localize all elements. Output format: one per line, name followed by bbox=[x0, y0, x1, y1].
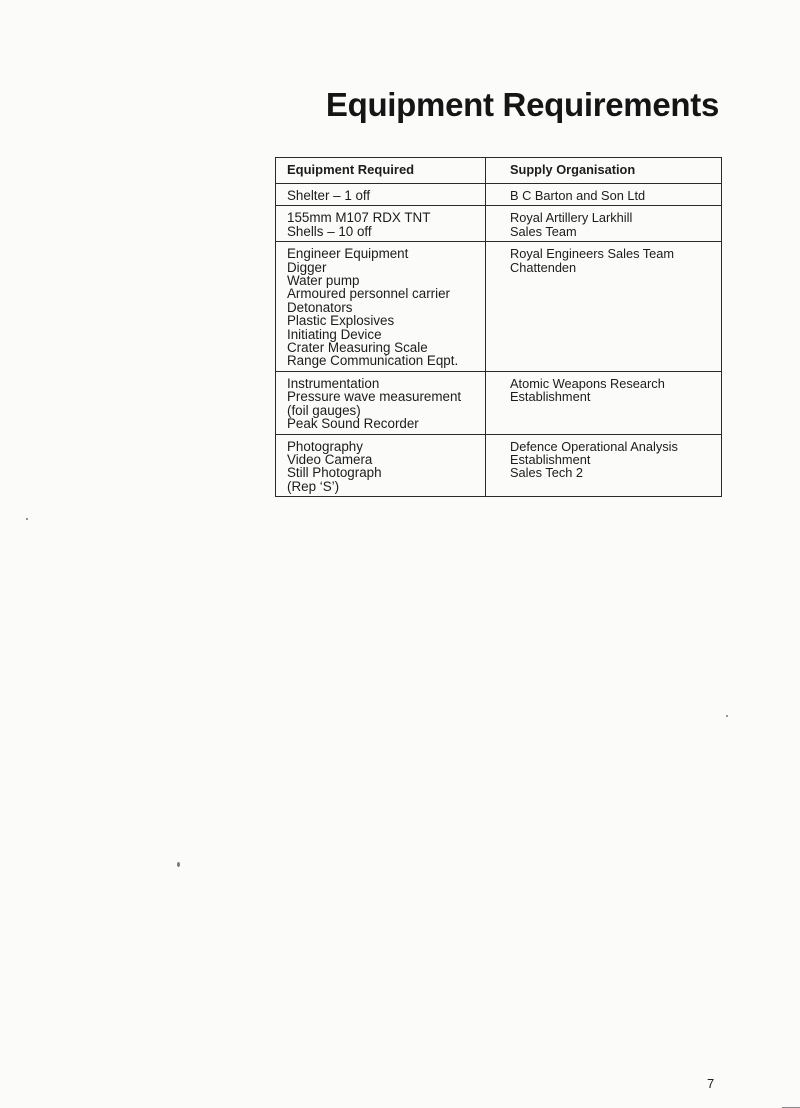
table-header-row bbox=[276, 158, 722, 184]
equipment-item: Detonators bbox=[287, 299, 353, 315]
equipment-item: (foil gauges) bbox=[287, 402, 361, 418]
equipment-item: 155mm M107 RDX TNT bbox=[287, 210, 431, 226]
equipment-item: Photography bbox=[287, 438, 363, 454]
supplier-cell bbox=[486, 434, 722, 497]
table-row bbox=[276, 184, 722, 206]
table-row bbox=[276, 242, 722, 372]
equipment-item: Range Communication Eqpt. bbox=[287, 353, 459, 369]
equipment-cell bbox=[276, 371, 486, 434]
equipment-item: Armoured personnel carrier bbox=[287, 286, 450, 302]
equipment-item: Video Camera bbox=[287, 451, 373, 467]
equipment-item: Engineer Equipment bbox=[287, 246, 409, 262]
table-row bbox=[276, 434, 722, 497]
supplier-line: B C Barton and Son Ltd bbox=[510, 188, 646, 203]
supplier-line: Establishment bbox=[510, 389, 591, 405]
equipment-item: Plastic Explosives bbox=[287, 313, 395, 329]
supplier-line: Atomic Weapons Research bbox=[510, 375, 665, 391]
supplier-line: Defence Operational Analysis bbox=[510, 438, 678, 454]
column-header-equipment: Equipment Required bbox=[276, 158, 486, 184]
column-header-supplier: Supply Organisation bbox=[486, 158, 722, 184]
supplier-line: Sales Tech 2 bbox=[510, 465, 584, 481]
supplier-line: Chattenden bbox=[510, 259, 577, 275]
scan-speck bbox=[177, 862, 180, 867]
supplier-cell bbox=[486, 184, 722, 206]
equipment-item: Shells – 10 off bbox=[287, 223, 372, 239]
equipment-item: Initiating Device bbox=[287, 326, 382, 342]
equipment-requirements-table bbox=[275, 157, 722, 497]
equipment-item: Crater Measuring Scale bbox=[287, 340, 428, 356]
table-row bbox=[276, 371, 722, 434]
table-row bbox=[276, 206, 722, 242]
equipment-item: (Rep ‘S’) bbox=[287, 478, 340, 494]
equipment-item: Shelter – 1 off bbox=[287, 188, 371, 203]
equipment-item: Peak Sound Recorder bbox=[287, 416, 419, 432]
equipment-item: Instrumentation bbox=[287, 375, 380, 391]
supplier-cell bbox=[486, 371, 722, 434]
page-number: 7 bbox=[707, 1076, 715, 1091]
supplier-line: Royal Engineers Sales Team bbox=[510, 246, 675, 262]
equipment-item: Pressure wave measurement bbox=[287, 389, 462, 405]
page-title: Equipment Requirements bbox=[325, 86, 719, 123]
equipment-item: Digger bbox=[287, 259, 327, 275]
equipment-item: Water pump bbox=[287, 273, 360, 289]
scan-speck bbox=[26, 518, 28, 520]
supplier-line: Sales Team bbox=[510, 223, 577, 239]
scan-speck bbox=[726, 715, 728, 717]
supplier-cell bbox=[486, 242, 722, 372]
supplier-line: Establishment bbox=[510, 451, 591, 467]
supplier-line: Royal Artillery Larkhill bbox=[510, 210, 633, 226]
equipment-cell bbox=[276, 184, 486, 206]
equipment-item: Still Photograph bbox=[287, 465, 382, 481]
equipment-cell bbox=[276, 434, 486, 497]
equipment-cell bbox=[276, 206, 486, 242]
supplier-cell bbox=[486, 206, 722, 242]
equipment-cell bbox=[276, 242, 486, 372]
